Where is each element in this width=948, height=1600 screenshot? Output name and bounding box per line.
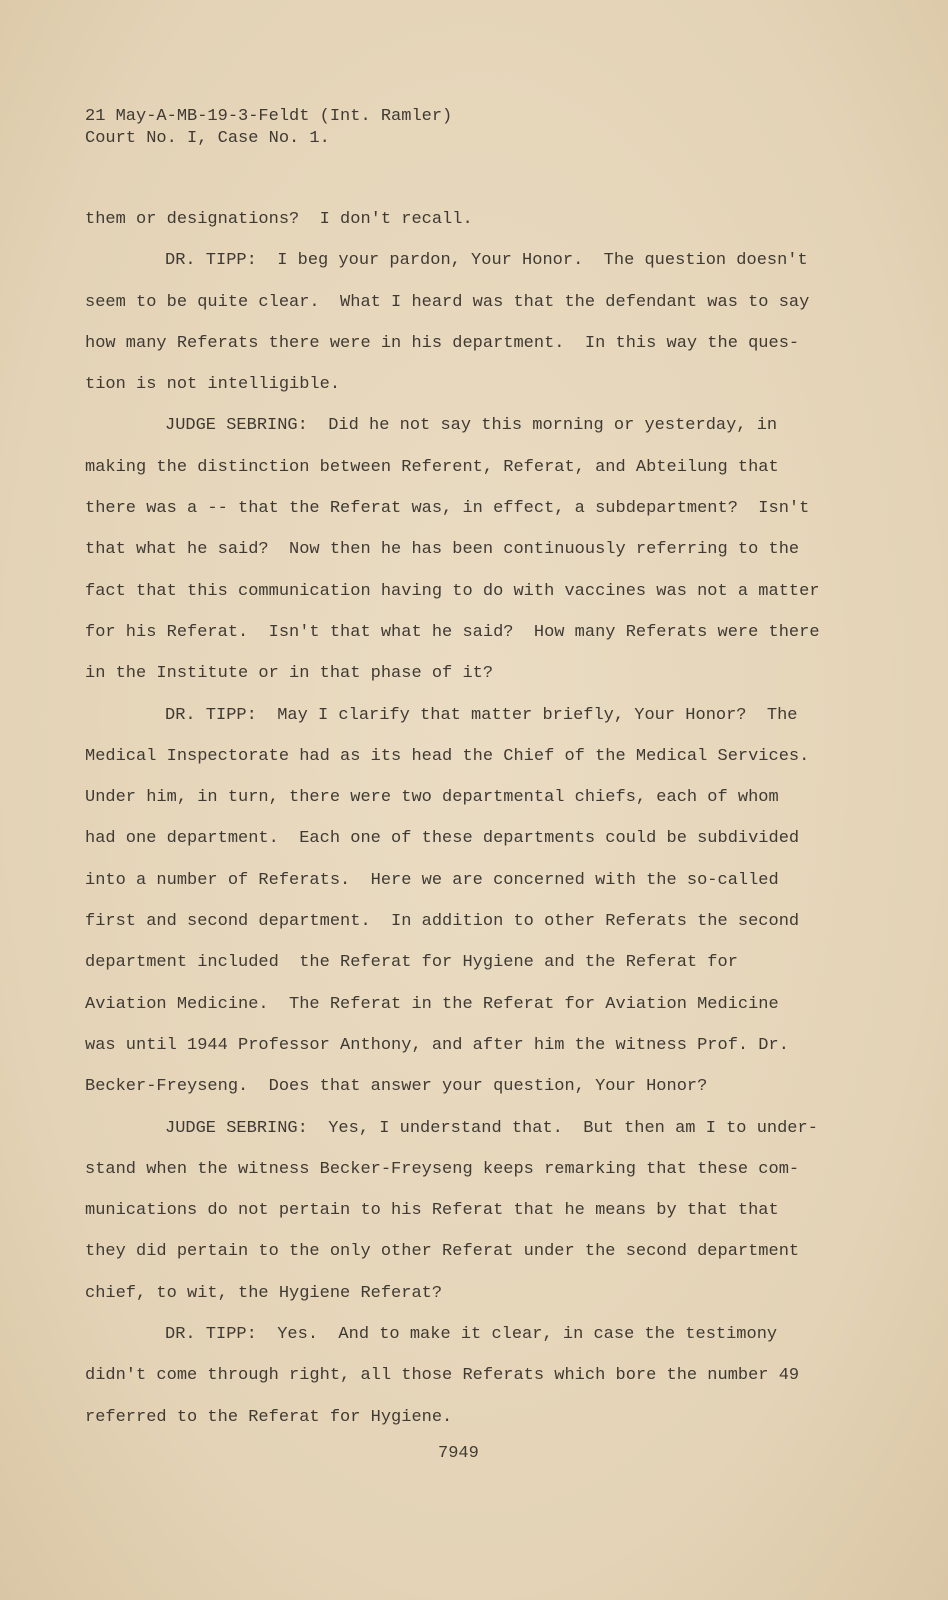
transcript-line: Under him, in turn, there were two departmental chiefs, each of whom (85, 788, 779, 808)
transcript-line: first and second department. In addition to other Referats the second (85, 912, 800, 932)
transcript-line: had one department. Each one of these departments could be subdivided (85, 829, 800, 849)
transcript-line: Aviation Medicine. The Referat in the Referat for Aviation Medicine (85, 994, 779, 1014)
transcript-line: DR. TIPP: May I clarify that matter briefly, Your Honor? The (165, 705, 798, 725)
transcript-line: in the Institute or in that phase of it? (85, 664, 494, 684)
transcript-line: JUDGE SEBRING: Yes, I understand that. But then am I to under- (165, 1118, 818, 1138)
transcript-line: JUDGE SEBRING: Did he not say this morning or yesterday, in (165, 416, 778, 436)
header-line-1: 21 May-A-MB-19-3-Feldt (Int. Ramler) (85, 107, 453, 126)
transcript-line: was until 1944 Professor Anthony, and after him the witness Prof. Dr. (85, 1035, 789, 1055)
transcript-line: DR. TIPP: I beg your pardon, Your Honor. The question doesn't (165, 251, 808, 271)
transcript-line: munications do not pertain to his Referat that he means by that that (85, 1201, 779, 1221)
transcript-line: how many Referats there were in his department. In this way the ques- (85, 333, 800, 353)
transcript-line: seem to be quite clear. What I heard was that the defendant was to say (85, 292, 810, 312)
transcript-line: DR. TIPP: Yes. And to make it clear, in case the testimony (165, 1325, 778, 1345)
transcript-line: department included the Referat for Hygiene and the Referat for (85, 953, 738, 973)
transcript-line: making the distinction between Referent, Referat, and Abteilung that (85, 457, 779, 477)
transcript-line: there was a -- that the Referat was, in effect, a subdepartment? Isn't (85, 499, 810, 519)
transcript-body (85, 208, 845, 1447)
transcript-line: tion is not intelligible. (85, 375, 341, 395)
transcript-line: chief, to wit, the Hygiene Referat? (85, 1283, 443, 1303)
document-header (85, 106, 452, 150)
transcript-line: didn't come through right, all those Referats which bore the number 49 (85, 1366, 800, 1386)
transcript-line: that what he said? Now then he has been continuously referring to the (85, 540, 800, 560)
header-line-2: Court No. I, Case No. 1. (85, 129, 330, 148)
transcript-line: Becker-Freyseng. Does that answer your question, Your Honor? (85, 1077, 708, 1097)
transcript-line: stand when the witness Becker-Freyseng keeps remarking that these com- (85, 1159, 800, 1179)
transcript-line: into a number of Referats. Here we are concerned with the so-called (85, 870, 779, 890)
transcript-line: Medical Inspectorate had as its head the Chief of the Medical Services. (85, 746, 810, 766)
transcript-line: them or designations? I don't recall. (85, 210, 473, 229)
page-number: 7949 (438, 1444, 479, 1463)
transcript-line: they did pertain to the only other Referat under the second department (85, 1242, 800, 1262)
transcript-line: for his Referat. Isn't that what he said? How many Referats were there (85, 622, 820, 642)
transcript-line: fact that this communication having to do with vaccines was not a matter (85, 581, 820, 601)
transcript-line: referred to the Referat for Hygiene. (85, 1407, 453, 1427)
